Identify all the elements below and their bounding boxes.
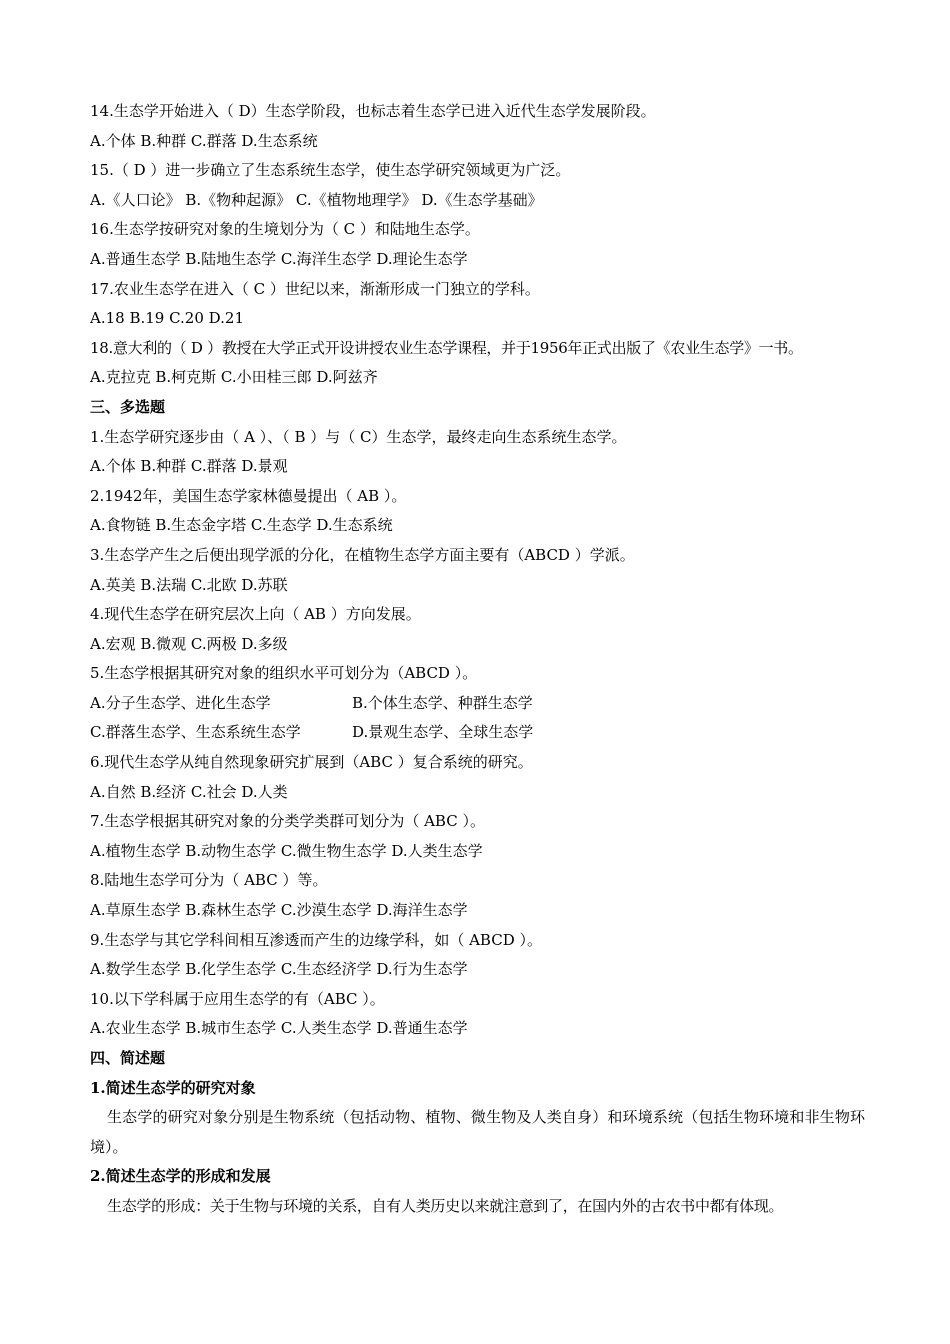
options-16: A.普通生态学 B.陆地生态学 C.海洋生态学 D.理论生态学 bbox=[90, 249, 468, 268]
multi-options-3: A.英美 B.法瑞 C.北欧 D.苏联 bbox=[90, 575, 288, 594]
multi-question-10: 10.以下学科属于应用生态学的有（ABC ）。 bbox=[90, 989, 385, 1008]
multi-options-6: A.自然 B.经济 C.社会 D.人类 bbox=[90, 782, 288, 801]
options-18: A.克拉克 B.柯克斯 C.小田桂三郎 D.阿兹齐 bbox=[90, 368, 378, 387]
multi-options-10: A.农业生态学 B.城市生态学 C.人类生态学 D.普通生态学 bbox=[90, 1019, 468, 1038]
multi-question-3: 3.生态学产生之后便出现学派的分化，在植物生态学方面主要有（ABCD ）学派。 bbox=[90, 545, 635, 564]
multi-question-1: 1.生态学研究逐步由（ A ）、（ B ）与（ C）生态学，最终走向生态系统生态学。 bbox=[90, 427, 627, 446]
multi-question-9: 9.生态学与其它学科间相互渗透而产生的边缘学科，如（ ABCD ）。 bbox=[90, 930, 542, 949]
short-question-2-title: 2.简述生态学的形成和发展 bbox=[90, 1167, 271, 1186]
multi-options-4: A.宏观 B.微观 C.两极 D.多级 bbox=[90, 634, 288, 653]
multi-question-6: 6.现代生态学从纯自然现象研究扩展到（ABC ）复合系统的研究。 bbox=[90, 753, 533, 772]
option-b: B.个体生态学、种群生态学 bbox=[352, 693, 533, 712]
multi-question-2: 2.1942年，美国生态学家林德曼提出（ AB ）。 bbox=[90, 486, 407, 505]
short-question-1-title: 1.简述生态学的研究对象 bbox=[90, 1078, 256, 1097]
section-four-heading: 四、简述题 bbox=[90, 1049, 166, 1067]
multi-question-8: 8.陆地生态学可分为（ ABC ）等。 bbox=[90, 871, 328, 890]
question-16: 16.生态学按研究对象的生境划分为（ C ）和陆地生态学。 bbox=[90, 220, 480, 239]
multi-question-5: 5.生态学根据其研究对象的组织水平可划分为（ABCD ）。 bbox=[90, 664, 478, 683]
section-three-heading: 三、多选题 bbox=[90, 397, 166, 416]
short-question-1-answer: 生态学的研究对象分别是生物系统（包括动物、植物、微生物及人类自身）和环境系统（包括生物环境和非生物环境）。 bbox=[90, 1108, 865, 1156]
document-page bbox=[90, 97, 865, 1222]
option-c: C.群落生态学、生态系统生态学 bbox=[90, 723, 301, 742]
question-17: 17.农业生态学在进入（ C ）世纪以来，渐渐形成一门独立的学科。 bbox=[90, 279, 540, 298]
multi-options-8: A.草原生态学 B.森林生态学 C.沙漠生态学 D.海洋生态学 bbox=[90, 901, 468, 920]
multi-question-7: 7.生态学根据其研究对象的分类学类群可划分为（ ABC ）。 bbox=[90, 812, 485, 831]
multi-options-1: A.个体 B.种群 C.群落 D.景观 bbox=[90, 457, 288, 476]
multi-options-2: A.食物链 B.生态金字塔 C.生态学 D.生态系统 bbox=[90, 516, 393, 535]
multi-options-5-row-1 bbox=[90, 689, 865, 719]
multi-options-7: A.植物生态学 B.动物生态学 C.微生物生态学 D.人类生态学 bbox=[90, 841, 483, 860]
option-d: D.景观生态学、全球生态学 bbox=[352, 723, 534, 742]
options-15: A.《人口论》 B.《物种起源》 C.《植物地理学》 D.《生态学基础》 bbox=[90, 190, 543, 209]
multi-question-4: 4.现代生态学在研究层次上向（ AB ）方向发展。 bbox=[90, 605, 421, 624]
multi-options-9: A.数学生态学 B.化学生态学 C.生态经济学 D.行为生态学 bbox=[90, 960, 468, 979]
options-17: A.18 B.19 C.20 D.21 bbox=[90, 309, 245, 328]
short-question-2-answer: 生态学的形成：关于生物与环境的关系，自有人类历史以来就注意到了，在国内外的古农书中都有体现。 bbox=[107, 1196, 784, 1215]
option-a: A.分子生态学、进化生态学 bbox=[90, 693, 271, 712]
multi-options-5-row-2 bbox=[90, 718, 865, 748]
question-15: 15.（ D ）进一步确立了生态系统生态学，使生态学研究领域更为广泛。 bbox=[90, 161, 571, 180]
question-18: 18.意大利的（ D ）教授在大学正式开设讲授农业生态学课程，并于1956年正式出版了《农业生态学》一书。 bbox=[90, 338, 803, 357]
options-14: A.个体 B.种群 C.群落 D.生态系统 bbox=[90, 131, 318, 150]
question-14: 14.生态学开始进入（ D）生态学阶段，也标志着生态学已进入近代生态学发展阶段。 bbox=[90, 102, 656, 120]
